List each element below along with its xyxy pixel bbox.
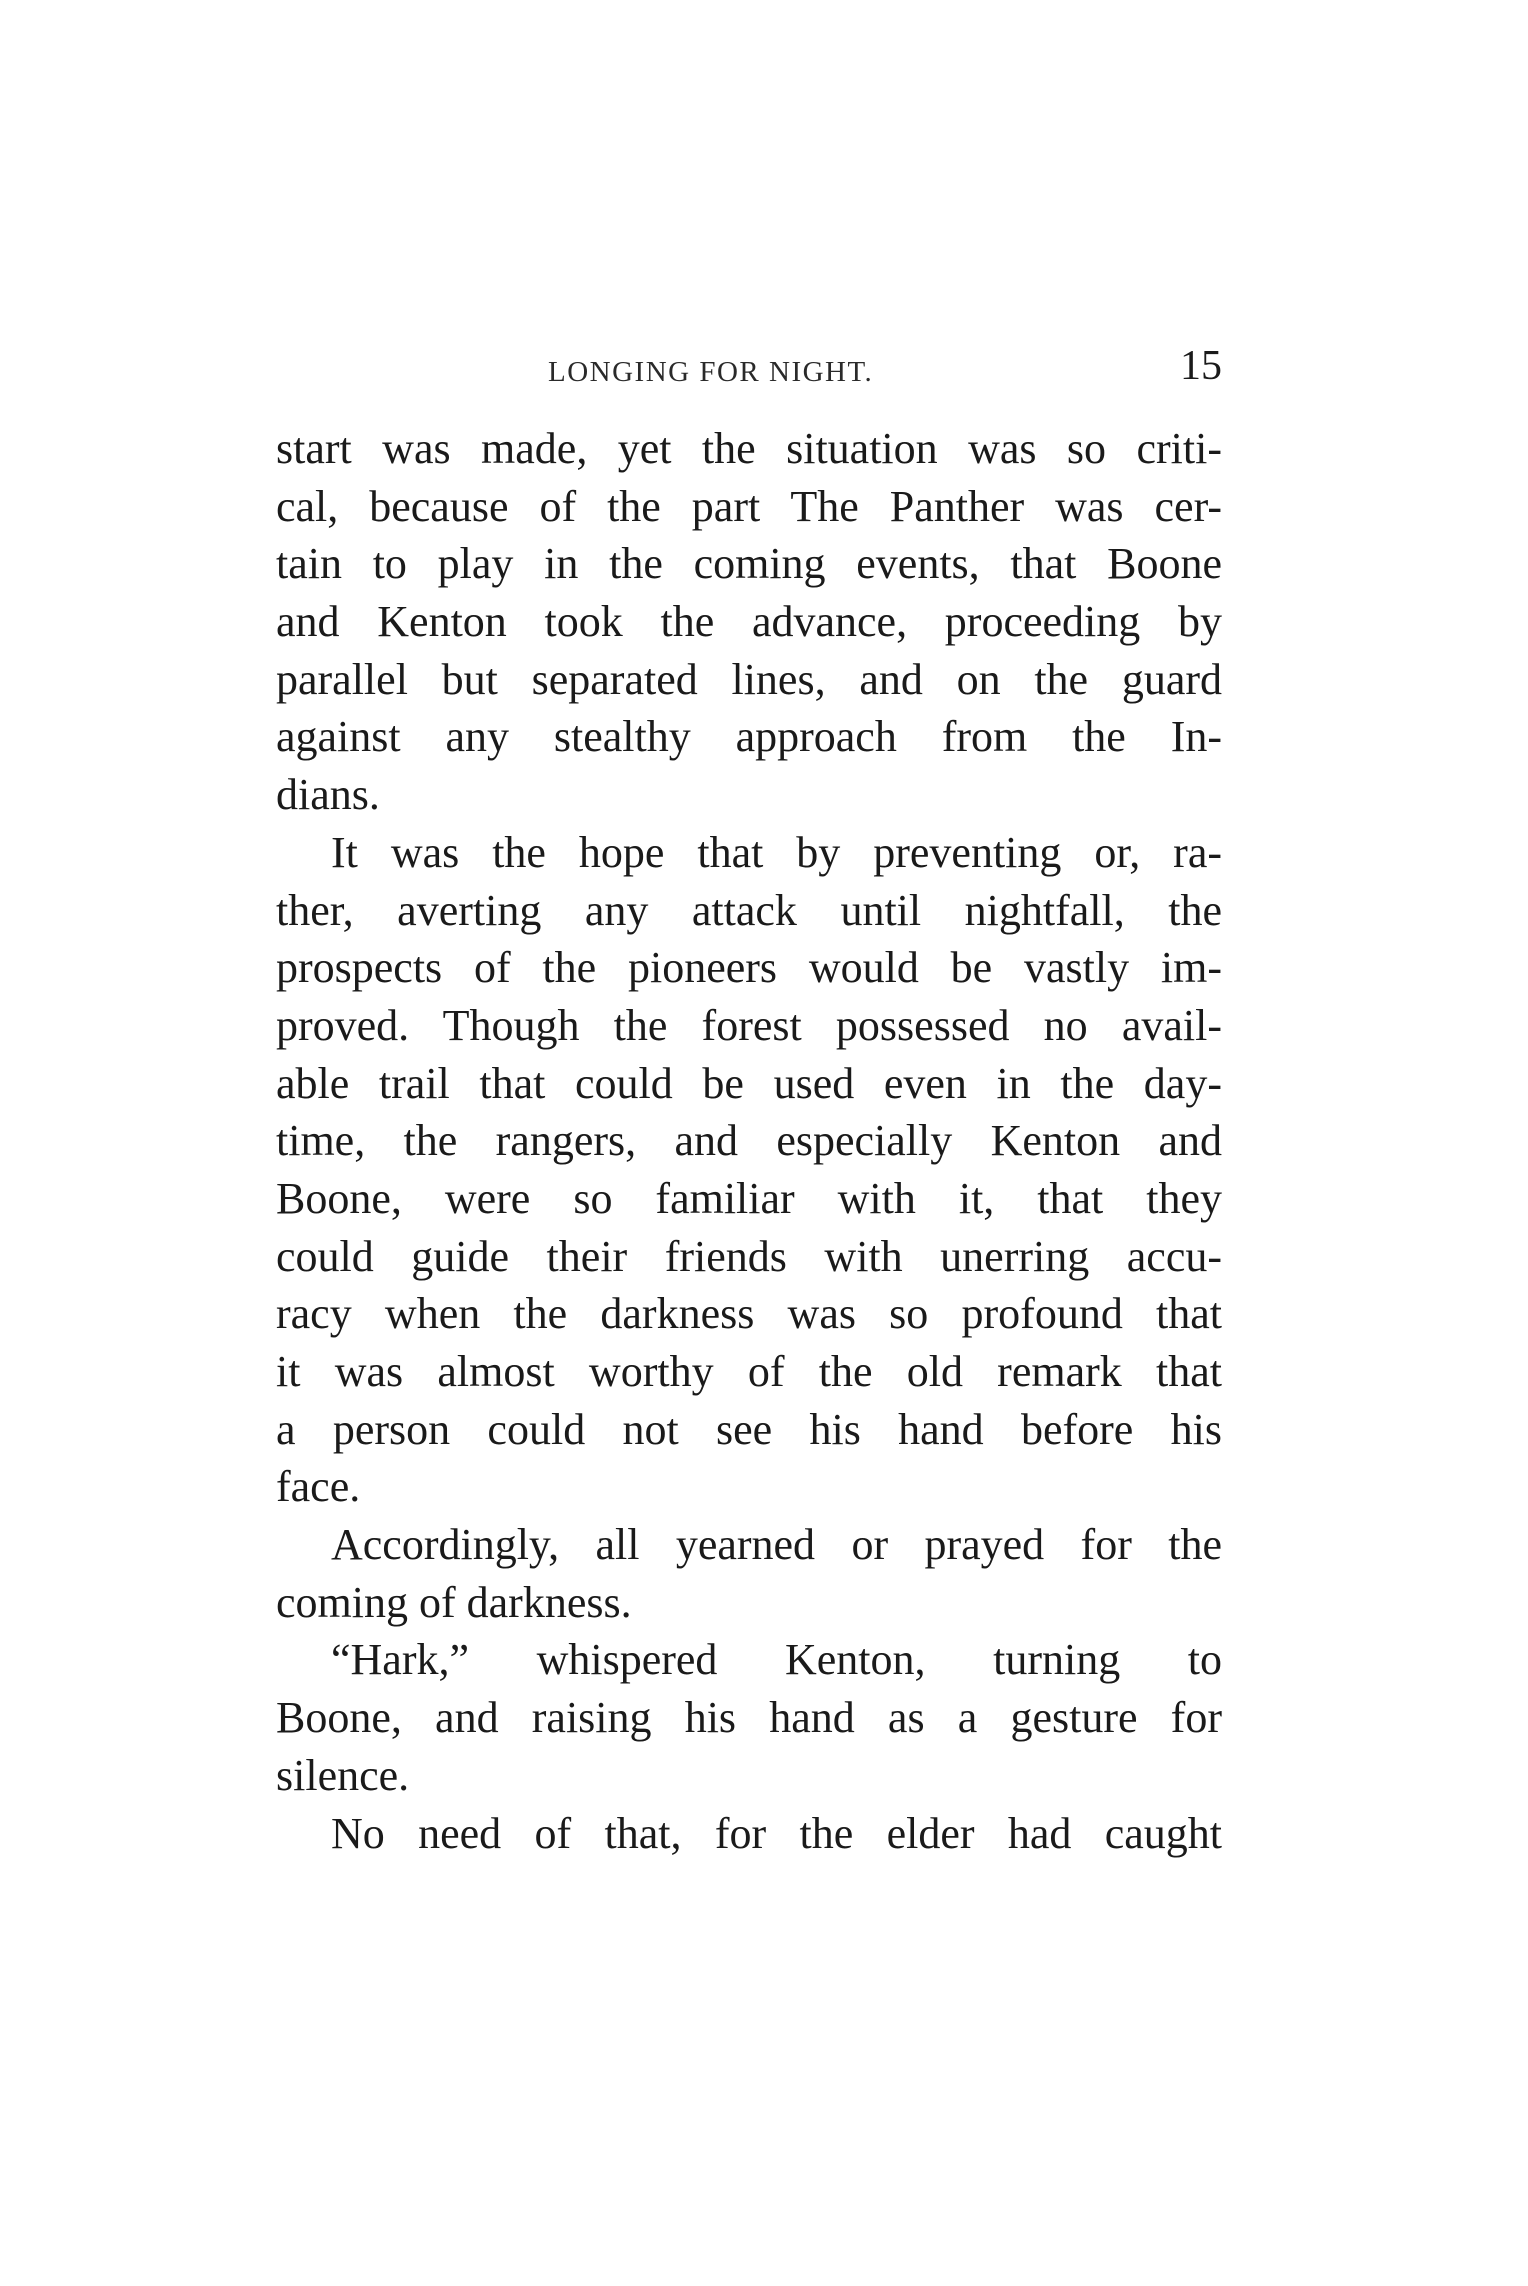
text-line: against any stealthy approach from the In-: [276, 712, 1222, 762]
text-line: No need of that, for the elder had caught: [331, 1808, 1222, 1858]
text-line: could guide their friends with unerring accu-: [276, 1231, 1222, 1281]
text-line: coming of darkness.: [276, 1577, 632, 1627]
text-line: Boone, were so familiar with it, that they: [276, 1173, 1222, 1223]
text-line: face.: [276, 1462, 361, 1512]
text-line: start was made, yet the situation was so criti-: [276, 424, 1222, 473]
text-line: cal, because of the part The Panther was cer-: [276, 481, 1222, 531]
text-line: it was almost worthy of the old remark that: [276, 1347, 1222, 1396]
text-line: It was the hope that by preventing or, ra-: [331, 827, 1222, 877]
text-line: Accordingly, all yearned or prayed for the: [331, 1520, 1222, 1570]
text-line: ther, averting any attack until nightfall, the: [276, 885, 1222, 935]
text-line: parallel but separated lines, and on the guard: [276, 654, 1222, 704]
text-line: dians.: [276, 770, 380, 820]
text-line: racy when the darkness was so profound that: [276, 1289, 1222, 1339]
text-line: silence.: [276, 1750, 410, 1800]
text-line: prospects of the pioneers would be vastly im-: [276, 943, 1222, 993]
body-text: [276, 420, 1222, 1862]
text-line: and Kenton took the advance, proceeding by: [276, 597, 1222, 647]
text-line: tain to play in the coming events, that Boone: [276, 539, 1222, 589]
text-line: “Hark,” whispered Kenton, turning to: [331, 1635, 1222, 1685]
page-header: [276, 342, 1222, 402]
text-line: proved. Though the forest possessed no avail-: [276, 1000, 1222, 1050]
text-line: able trail that could be used even in the day-: [276, 1058, 1222, 1108]
text-line: a person could not see his hand before his: [276, 1404, 1222, 1454]
text-line: Boone, and raising his hand as a gesture for: [276, 1693, 1222, 1743]
text-line: time, the rangers, and especially Kenton and: [276, 1116, 1222, 1166]
running-title: LONGING FOR NIGHT.: [548, 356, 874, 388]
page-number: 15: [1180, 343, 1222, 389]
